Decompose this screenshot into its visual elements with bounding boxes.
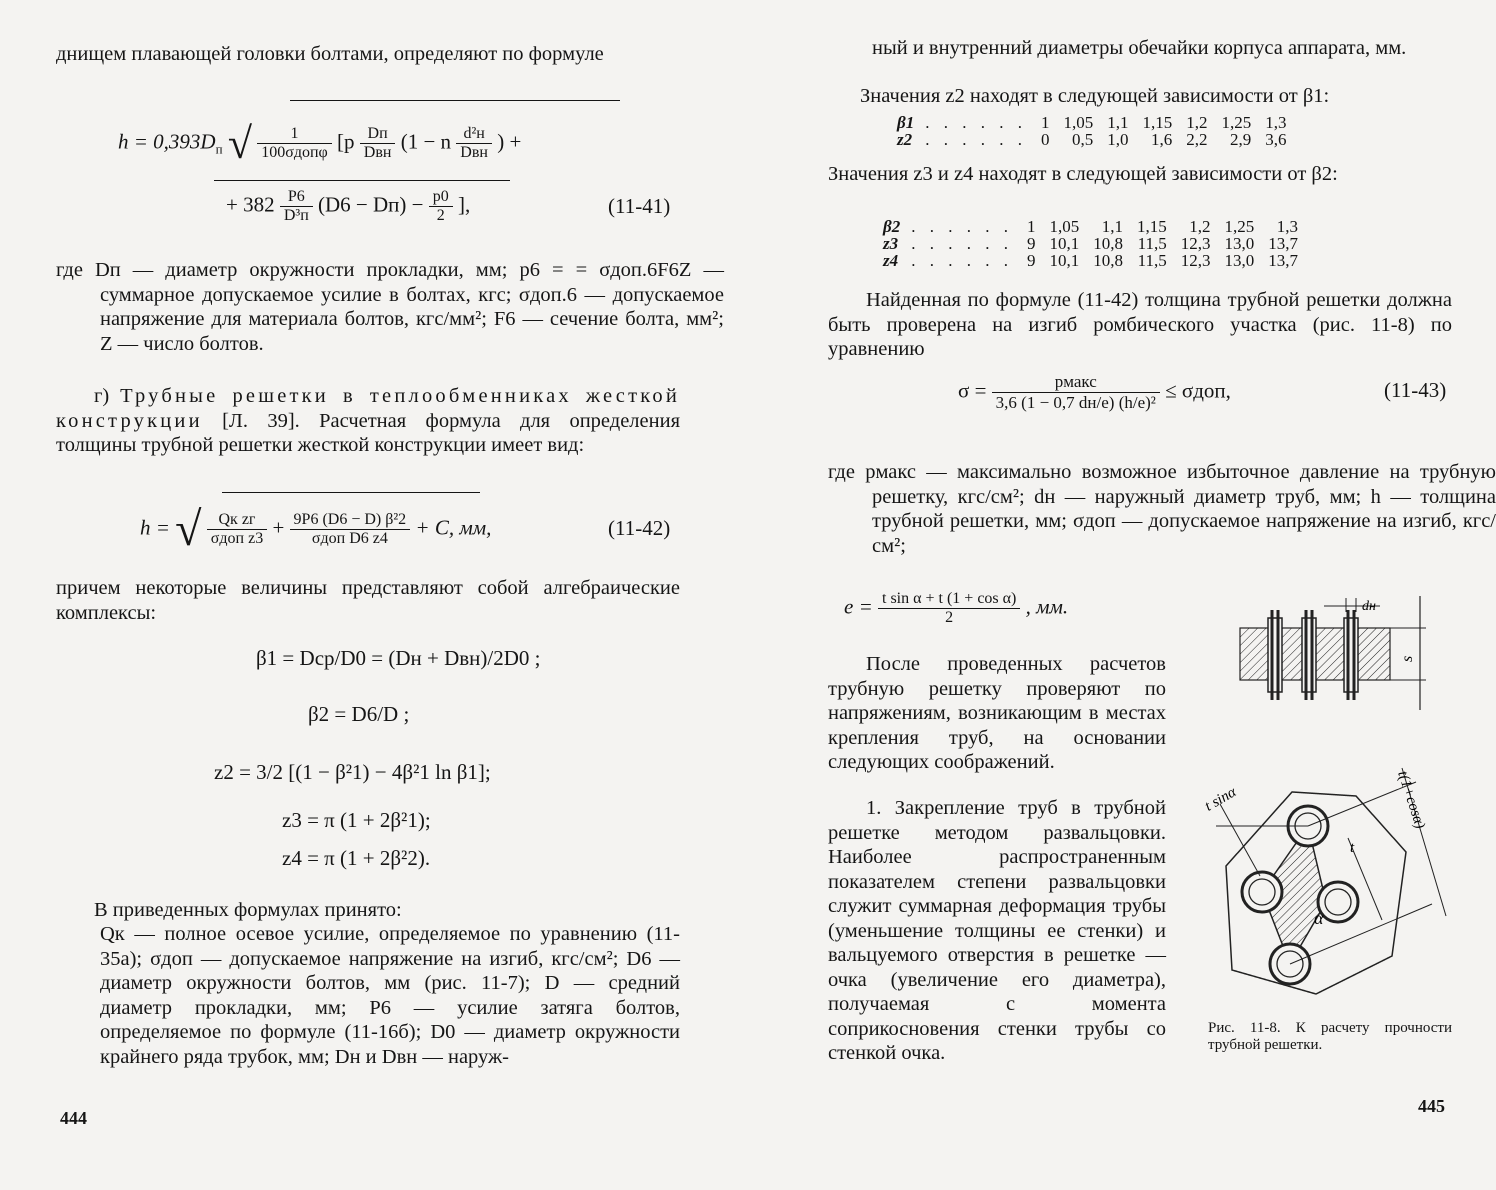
- table-z3-z4: [876, 218, 1305, 269]
- formula-beta2: β2 = D6/D ;: [308, 702, 410, 726]
- formula-11-42: [140, 502, 491, 557]
- formula-beta1: β1 = Dср/D0 = (Dн + Dвн)/2D0 ;: [256, 646, 541, 670]
- left-paragraph-1: днищем плавающей головки болтами, определяют по формуле: [56, 43, 604, 65]
- right-paragraph-6: После проведенных расчетов трубную решетку проверяют по напряжениям, возникающим в местах крепления труб, на основании следующих соображений.: [828, 653, 1166, 773]
- table-row: β1 . . . . . . 1 1,05 1,1 1,15 1,2 1,25 1,3: [897, 113, 1287, 132]
- formula-11-42-plus: +: [272, 515, 285, 540]
- t-label: t: [1350, 840, 1355, 856]
- right-paragraph-3: Значения z3 и z4 находят в следующей зависимости от β2:: [828, 163, 1338, 185]
- formula-11-43: [958, 372, 1231, 413]
- table-row: z4 . . . . . . 9 10,1 10,8 11,5 12,3 13,0 13,7: [883, 251, 1298, 270]
- formula-11-41-part1: [p: [337, 129, 355, 154]
- right-paragraph-1: ный и внутренний диаметры обечайки корпуса аппарата, мм.: [872, 37, 1407, 59]
- formula-11-41-frac1: $\frac{1}{\text{100σдопφ}}$: [257, 125, 332, 162]
- formula-11-41-part5: (D6 − Dп) −: [318, 192, 424, 217]
- formula-z4: z4 = π (1 + 2β²2).: [282, 846, 431, 870]
- sqrt-overline-2: [214, 180, 510, 181]
- left-paragraph-4: причем некоторые величины представляют собой алгебраические комплексы:: [56, 577, 680, 624]
- left-paragraph-3: г) Трубные решетки в теплообменниках жесткой конструкции [Л. 39]. Расчетная формула для определения толщины трубной решетки жесткой конструкции имеет вид:: [56, 385, 680, 456]
- table-row: z2 . . . . . . 0 0,5 1,0 1,6 2,2 2,9 3,6: [897, 130, 1287, 149]
- formula-e-frac: $\frac{\text{t sin α + t (1 + cos α)}}{2}$: [878, 590, 1020, 627]
- formula-11-41-part2: (1 − n: [400, 129, 452, 154]
- t-one-plus-cos-label: t(1+cosα): [1394, 769, 1428, 831]
- formula-11-43-number: (11-43): [1384, 378, 1447, 402]
- sqrt-overline-3: [222, 492, 480, 493]
- formula-e: [844, 590, 1068, 627]
- page-number-left: 444: [60, 1108, 87, 1128]
- right-paragraph-5: где pмакс — максимально возможное избыточное давление на трубную решетку, кгс/см²; dн — наружный диаметр труб, мм; h — толщина трубной решетки, мм; σдоп — допускаемое напряжение на изгиб, кгс/см²;: [828, 461, 1496, 557]
- sqrt-sign-2: √: [175, 503, 202, 556]
- formula-11-41-lhs: h = 0,393D: [118, 129, 216, 154]
- formula-11-41-frac2: $\frac{Dп}{\text{Dвн}}$: [360, 125, 396, 162]
- section-heading: Трубные решетки в теплообменниках жесткой конструкции: [56, 385, 680, 432]
- formula-11-42-frac1: $\frac{\text{Qк zг}}{\text{σдоп z3}}$: [207, 511, 267, 548]
- figure-caption: Рис. 11-8. К расчету прочности трубной решетки.: [1208, 1020, 1452, 1053]
- alpha-label: α: [1314, 908, 1324, 928]
- formula-11-41-number: (11-41): [608, 194, 671, 218]
- formula-e-rhs: , мм.: [1025, 594, 1069, 619]
- formula-11-41-frac5: $\frac{p0}{2}$: [429, 188, 453, 225]
- formula-11-42-rhs: + C, мм,: [415, 515, 492, 540]
- formula-11-41-part4: + 382: [226, 192, 275, 217]
- table-row: z3 . . . . . . 9 10,1 10,8 11,5 12,3 13,0 13,7: [883, 234, 1298, 253]
- sqrt-overline: [290, 100, 620, 101]
- left-paragraph-2: где Dп — диаметр окружности прокладки, мм; p6 = = σдоп.6F6Z — суммарное допускаемое усилие в болтах, кгс; σдоп.6 — допускаемое напряжение для материала болтов, кгс/мм²; F6 — сечение болта, мм²; Z — число болтов.: [56, 259, 724, 355]
- formula-11-41-frac4: $\frac{P6}{\text{D³п}}$: [280, 188, 313, 225]
- formula-11-42-lhs: h =: [140, 515, 170, 540]
- rhombic-area-figure: [1196, 756, 1456, 1018]
- right-paragraph-4: Найденная по формуле (11-42) толщина трубной решетки должна быть проверена на изгиб ромбического участка (рис. 11-8) по уравнению: [828, 289, 1452, 360]
- formula-11-42-number: (11-42): [608, 516, 671, 540]
- formula-e-lhs: e =: [844, 594, 873, 619]
- right-page: [748, 0, 1496, 1190]
- tube-sheet-section-figure: [1236, 590, 1436, 714]
- s-label: s: [1399, 655, 1416, 662]
- right-paragraph-7: 1. Закрепление труб в трубной решетке методом развальцовки. Наиболее распространенным показателем степени развальцовки служит суммарная деформация трубы (уменьшение толщины ее стенки) и вальцуемого отверстия в решетке — очка (увеличение его диаметра), получаемая с момента соприкосновения стенки трубы со стенкой очка.: [828, 797, 1166, 1064]
- formula-11-41-part3: ) +: [497, 129, 522, 154]
- formula-11-43-frac: $\frac{\text{pмакс}}{\text{3,6 (1 − 0,7 dн/e) (h/e)²}}$: [992, 372, 1160, 413]
- formula-11-41-part6: ],: [458, 192, 471, 217]
- formula-11-41-frac3: $\frac{\text{d²н}}{\text{Dвн}}$: [456, 125, 492, 162]
- page-number-right: 445: [1418, 1096, 1445, 1116]
- sqrt-sign: √: [227, 119, 252, 168]
- left-paragraph-5: В приведенных формулах принято:: [94, 899, 402, 921]
- formula-11-43-lhs: σ =: [958, 378, 987, 403]
- table-z2: [890, 114, 1293, 148]
- formula-11-41-lhs-sub: п: [215, 141, 223, 157]
- right-paragraph-2: Значения z2 находят в следующей зависимости от β1:: [860, 85, 1330, 107]
- dn-label: dн: [1362, 599, 1376, 614]
- formula-11-42-frac2: $\frac{\text{9P6 (D6 − D) β²2}}{\text{σдоп D6 z4}}$: [290, 511, 411, 548]
- formula-11-41-line2: [226, 188, 470, 225]
- formula-11-41-line1: [118, 118, 521, 169]
- formula-z3: z3 = π (1 + 2β²1);: [282, 808, 431, 832]
- formula-z2: z2 = 3/2 [(1 − β²1) − 4β²1 ln β1];: [214, 760, 491, 784]
- formula-11-43-rhs: ≤ σдоп,: [1165, 378, 1231, 403]
- table-row: β2 . . . . . . 1 1,05 1,1 1,15 1,2 1,25 1,3: [883, 217, 1298, 236]
- left-paragraph-6: Qк — полное осевое усилие, определяемое по уравнению (11-35а); σдоп — допускаемое напряжение на изгиб, кгс/см²; D6 — диаметр окружности болтов, мм (рис. 11-7); D — средний диаметр прокладки, мм; P6 — усилие затяга болтов, определяемое по формуле (11-16б); D0 — диаметр окружности крайнего ряда трубок, мм; Dн и Dвн — наруж-: [100, 923, 680, 1068]
- t-sin-alpha-label: t sinα: [1202, 784, 1240, 815]
